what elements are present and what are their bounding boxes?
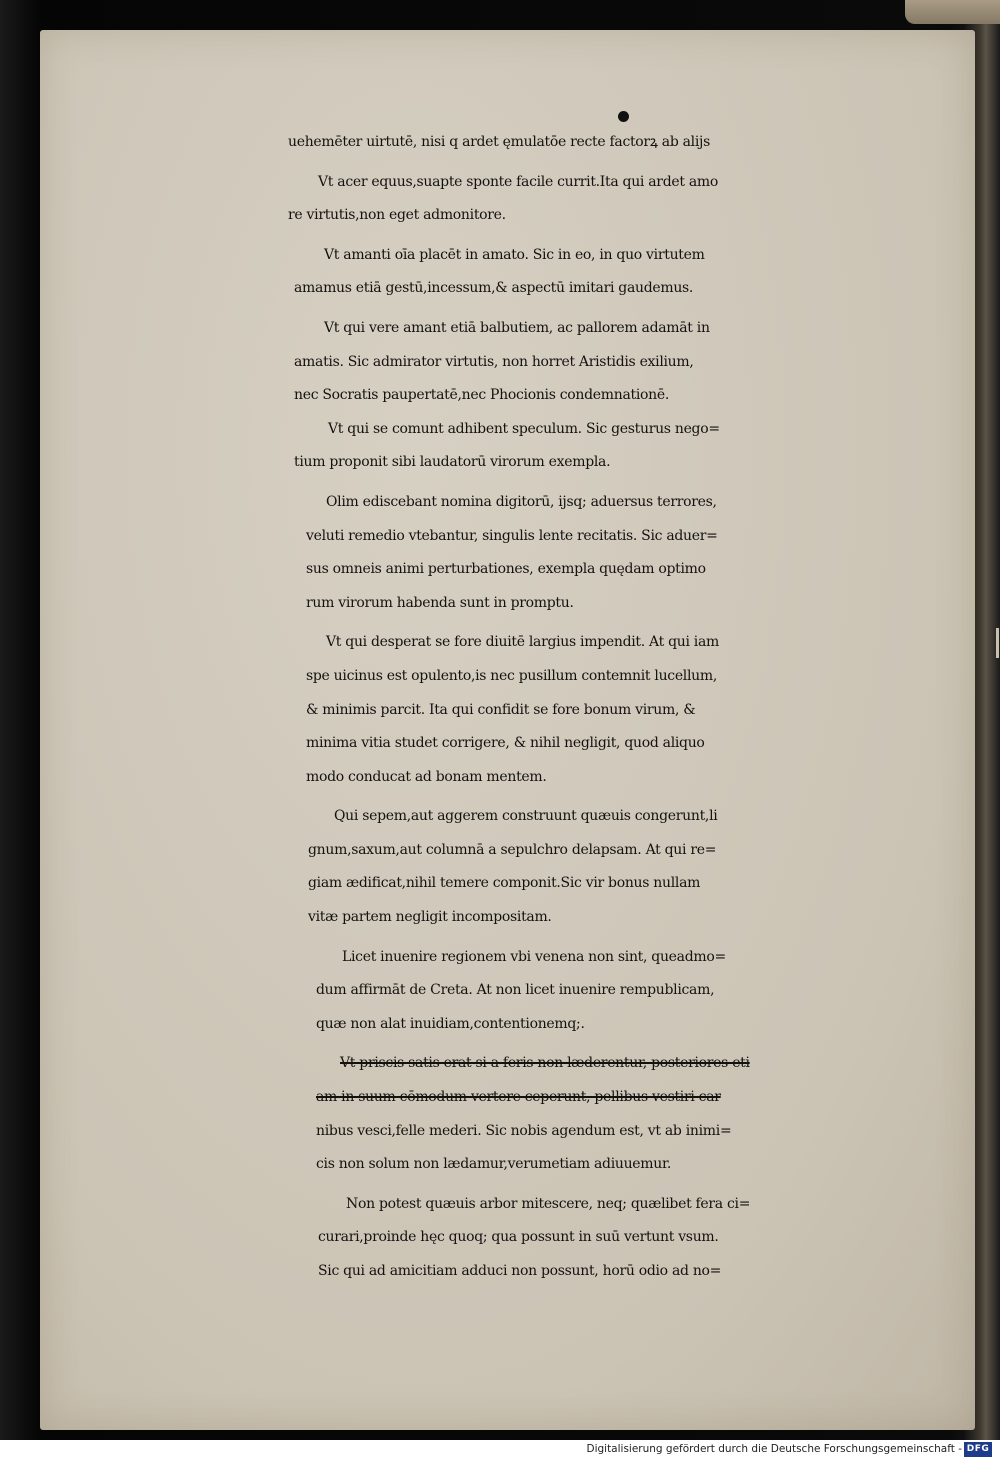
text-line: giam ædificat,nihil temere componit.Sic vir bonus nullam [308,875,701,892]
text-line: uehemēter uirtutē, nisi q ardet ęmulatōe recte factorꝝ ab alijs [288,134,710,150]
text-line: nec Socratis paupertatē,nec Phocionis condemnationē. [294,387,670,404]
struck-text-line: am in suum cōmodum vertere ceperunt, pellibus vestiri car [316,1089,721,1106]
text-line: curari,proinde hęc quoq; qua possunt in suū vertunt vsum. [318,1229,719,1246]
page-mark [996,628,999,658]
text-line: Olim ediscebant nomina digitorū, ijsq; aduersus terrores, [326,493,717,510]
text-line: Vt qui se comunt adhibent speculum. Sic gesturus nego= [328,420,720,437]
struck-text-line: Vt priscis satis erat si a feris non læderentur, posteriores eti [340,1055,750,1072]
text-line: spe uicinus est opulento,is nec pusillum contemnit lucellum, [306,667,718,684]
text-line: re virtutis,non eget admonitore. [288,207,506,224]
text-line: Vt amanti oīa placēt in amato. Sic in eo, in quo virtutem [324,246,705,263]
text-line: & minimis parcit. Ita qui confidit se fore bonum virum, & [306,701,696,718]
text-line: amatis. Sic admirator virtutis, non horret Aristidis exilium, [294,353,694,370]
text-line: minima vitia studet corrigere, & nihil negligit, quod aliquo [306,735,705,752]
text-line: Non potest quæuis arbor mitescere, neq; quælibet fera ci= [346,1195,751,1212]
text-line: veluti remedio vtebantur, singulis lente recitatis. Sic aduer= [306,527,718,544]
text-line: amamus etiā gestū,incessum,& aspectū imitari gaudemus. [294,280,694,297]
text-line: Vt qui vere amant etiā balbutiem, ac pallorem adamāt in [324,319,710,336]
text-line: sus omneis animi perturbationes, exempla quędam optimo [306,561,706,578]
funding-credit: Digitalisierung gefördert durch die Deutsche Forschungsgemeinschaft - [586,1443,962,1455]
text-line: dum affirmāt de Creta. At non licet inuenire rempublicam, [316,982,715,999]
text-line: tium proponit sibi laudatorū virorum exempla. [294,454,611,471]
text-line: vitæ partem negligit incompositam. [308,909,552,926]
text-line: Licet inuenire regionem vbi venena non sint, queadmo= [342,948,726,965]
text-line: Sic qui ad amicitiam adduci non possunt, horū odio ad no= [318,1263,722,1279]
text-line: cis non solum non lædamur,verumetiam adiuuemur. [316,1156,671,1173]
dfg-logo: DFG [964,1442,992,1457]
text-line: Vt qui desperat se fore diuitē largius impendit. At qui iam [326,634,719,651]
text-line: modo conducat ad bonam mentem. [306,768,547,785]
text-line: rum virorum habenda sunt in promptu. [306,594,574,611]
ink-dot [618,111,629,122]
page-text [288,126,958,1289]
text-line: nibus vesci,felle mederi. Sic nobis agendum est, vt ab inimi= [316,1122,732,1139]
text-line: Qui sepem,aut aggerem construunt quæuis congerunt,li [334,808,718,825]
text-line: gnum,saxum,aut columnā a sepulchro delapsam. At qui re= [308,841,717,858]
text-line: Vt acer equus,suapte sponte facile currit.Ita qui ardet amo [318,173,718,190]
page-corner [905,0,1000,24]
text-line: quæ non alat inuidiam,contentionemq;. [316,1015,585,1032]
